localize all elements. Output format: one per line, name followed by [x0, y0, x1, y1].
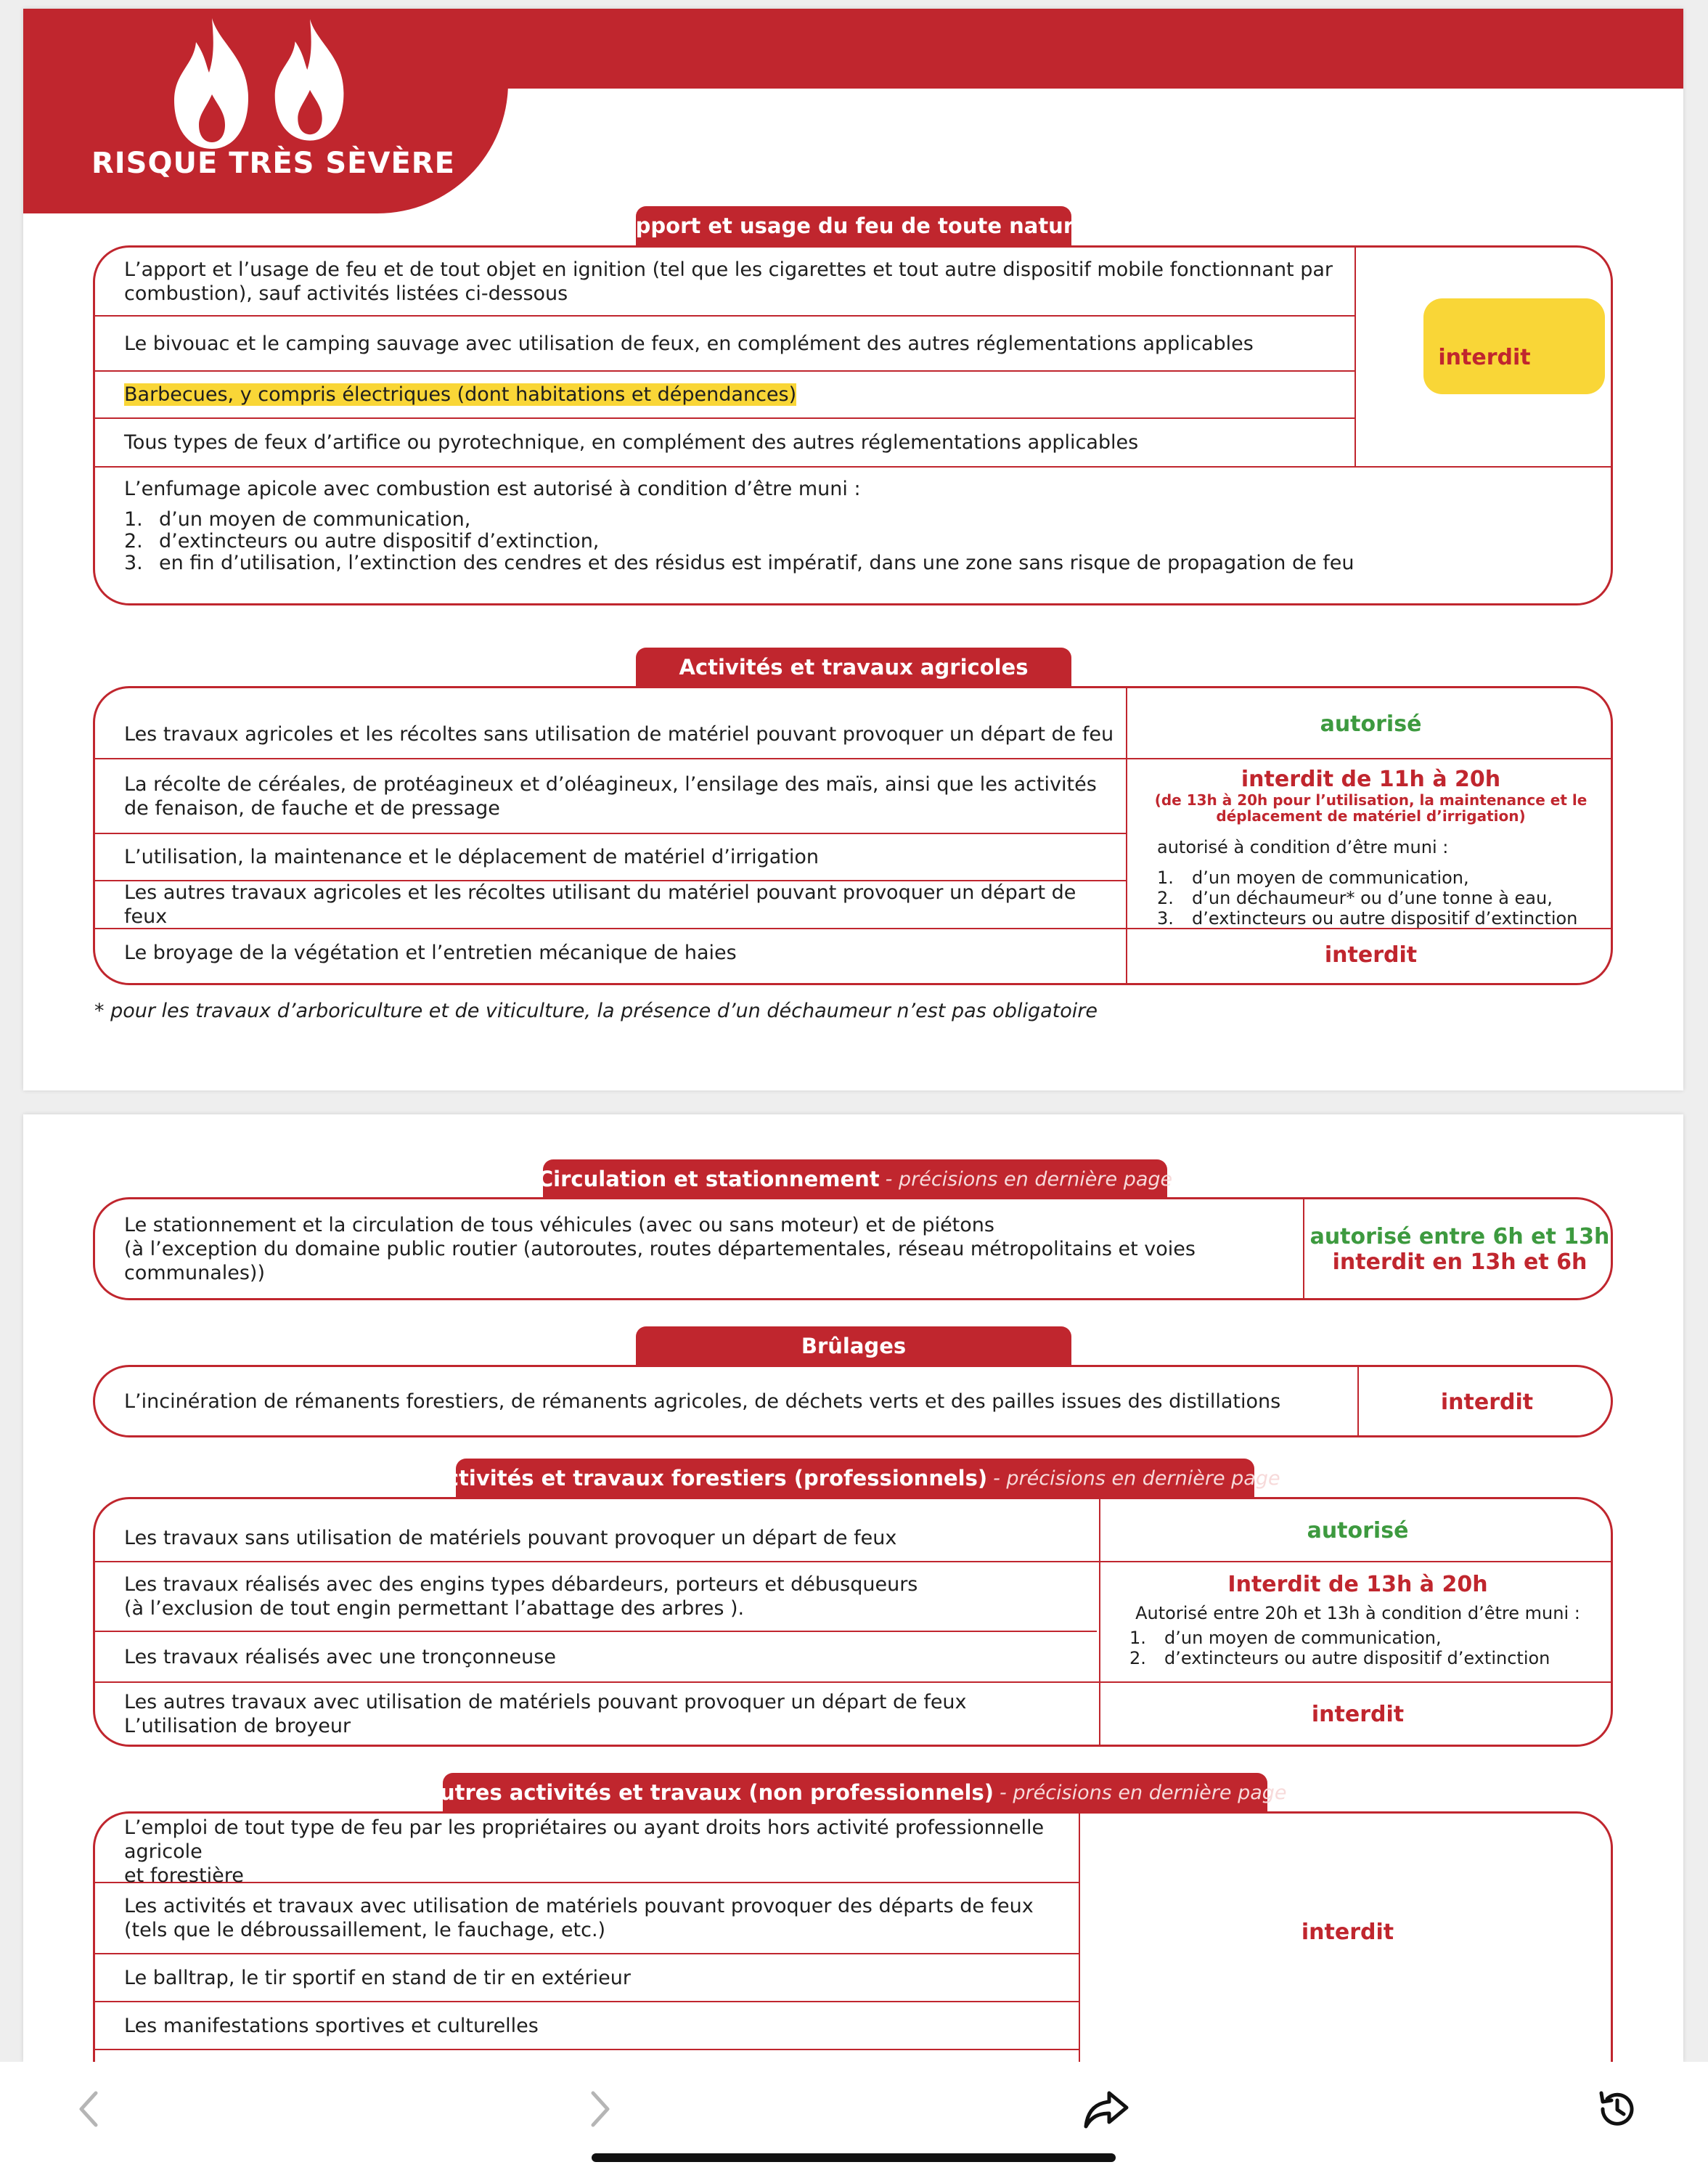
row-text: combustion), sauf activités listées ci-dessous: [124, 282, 568, 305]
list-item: 2. d’extincteurs ou autre dispositif d’extinction,: [124, 530, 600, 552]
status-autorise: autorisé: [1320, 711, 1422, 737]
document-page-1: [23, 9, 1683, 1090]
table-row: [95, 317, 1354, 372]
agricole-table: [93, 686, 1613, 985]
table-row: [95, 248, 1354, 317]
row-text: Les travaux réalisés avec une tronçonneuse: [124, 1645, 556, 1668]
flame-icon: [161, 15, 263, 152]
row-text: Les autres travaux agricoles et les récoltes utilisant du matériel pouvant provoquer un départ de feux: [124, 881, 1076, 928]
list-item: 2. d’un déchaumeur* ou d’une tonne à eau,: [1157, 888, 1553, 908]
row-text: La récolte de céréales, de protéagineux et d’oléagineux, l’ensilage des maïs, ainsi que les activités: [124, 772, 1097, 796]
home-indicator[interactable]: [592, 2153, 1116, 2162]
row-text: Les travaux sans utilisation de matériels pouvant provoquer un départ de feux: [124, 1527, 897, 1549]
status-interdit-11h-20h: interdit de 11h à 20h: [1241, 766, 1501, 792]
conditions-intro: autorisé à condition d’être muni :: [1157, 837, 1449, 857]
highlighted-row-text: Barbecues, y compris électriques (dont habitations et dépendances): [124, 383, 797, 406]
section-title-text: Autres activités et travaux (non professionnels): [423, 1780, 994, 1805]
enfumage-block: [124, 478, 1576, 574]
share-icon: [1083, 2087, 1129, 2131]
brulages-table: [93, 1365, 1613, 1437]
row-text: Le broyage de la végétation et l’entretien mécanique de haies: [124, 941, 737, 964]
autres-table: [93, 1811, 1613, 2102]
feu-table: [93, 245, 1613, 605]
status-interdit: interdit: [1440, 1389, 1534, 1415]
column-divider: [1126, 688, 1127, 983]
row-text: Les autres travaux avec utilisation de matériels pouvant provoquer un départ de feux: [124, 1690, 967, 1713]
forward-button[interactable]: [571, 2080, 629, 2138]
status-interdit-13h-20h: Interdit de 13h à 20h: [1227, 1572, 1488, 1597]
agricole-conditions: [1157, 837, 1607, 929]
section-title-text: Brûlages: [801, 1334, 907, 1358]
row-text: (à l’exclusion de tout engin permettant l’abattage des arbres ).: [124, 1597, 745, 1620]
forestier-conditions: [1100, 1572, 1613, 1668]
row-text: Tous types de feux d’artifice ou pyrotechnique, en complément des autres réglementations applicables: [124, 431, 1139, 454]
table-row: [95, 759, 1126, 834]
row-text: Les travaux agricoles et les récoltes sans utilisation de matériel pouvant provoquer un départ de feu: [124, 722, 1114, 746]
section-title-text: Activités et travaux forestiers (professionnels): [430, 1466, 988, 1490]
status-interdit: interdit en 13h et 6h: [1332, 1249, 1588, 1275]
circulation-table: [93, 1197, 1613, 1300]
row-text: (à l’exception du domaine public routier (autoroutes, routes départementales, réseau métropolitains et voies communales)): [124, 1237, 1196, 1284]
status-interdit: interdit: [1438, 345, 1531, 370]
row-text: de fenaison, de fauche et de pressage: [124, 796, 500, 820]
status-interdit: interdit: [1311, 1701, 1405, 1727]
chevron-left-icon: [74, 2089, 103, 2129]
row-text: (tels que le débroussaillement, le fauchage, etc.): [124, 1919, 606, 1941]
row-text: Les manifestations sportives et culturelles: [124, 2014, 539, 2037]
status-interdit: interdit: [1324, 942, 1418, 968]
table-row: [95, 372, 1354, 419]
row-text: Le stationnement et la circulation de tous véhicules (avec ou sans moteur) et de piétons: [124, 1213, 994, 1236]
table-row: [95, 2002, 1079, 2050]
chevron-right-icon: [586, 2089, 615, 2129]
forestier-table: [93, 1497, 1613, 1747]
section-title-feu: [619, 206, 1088, 245]
section-title-autres: [423, 1773, 1287, 1812]
section-precision: - précisions en dernière page: [993, 1467, 1280, 1490]
footnote: * pour les travaux d’arboriculture et de viticulture, la présence d’un déchaumeur n’est pas obligatoire: [94, 1000, 1098, 1022]
table-row: [95, 1814, 1079, 1887]
section-precision: - précisions en dernière page: [885, 1167, 1173, 1191]
list-item: 1. d’un moyen de communication,: [1157, 868, 1469, 888]
section-precision: - précisions en dernière page: [1000, 1781, 1287, 1804]
section-title-forestier: [430, 1459, 1280, 1498]
share-button[interactable]: [1077, 2080, 1135, 2138]
status-interdit: interdit: [1301, 1919, 1394, 1945]
history-button[interactable]: [1588, 2080, 1646, 2138]
table-row: [95, 1562, 1097, 1632]
table-row: [95, 929, 1613, 985]
section-title-circulation: [537, 1159, 1173, 1199]
document-page-2: [23, 1114, 1683, 2062]
section-title-text: Circulation et stationnement: [537, 1167, 880, 1191]
section-title-text: Apport et usage du feu de toute nature: [619, 213, 1088, 238]
conditions-intro: Autorisé entre 20h et 13h à condition d’être muni :: [1135, 1603, 1580, 1623]
list-item: 2. d’extincteurs ou autre dispositif d’extinction: [1129, 1648, 1550, 1668]
list-item: 1. d’un moyen de communication,: [124, 508, 471, 531]
row-text: Les travaux réalisés avec des engins types débardeurs, porteurs et débusqueurs: [124, 1573, 918, 1596]
row-text: Le balltrap, le tir sportif en stand de tir en extérieur: [124, 1966, 631, 1989]
row-text: L’emploi de tout type de feu par les propriétaires ou ayant droits hors activité professionnelle agricole: [124, 1816, 1045, 1863]
page-title: RISQUE TRÈS SÈVÈRE: [91, 147, 455, 180]
section-title-text: Activités et travaux agricoles: [679, 655, 1029, 680]
table-row: [95, 1883, 1079, 1954]
list-item: 3. d’extincteurs ou autre dispositif d’extinction: [1157, 908, 1578, 929]
section-title-brulages: [636, 1326, 1071, 1366]
row-text: Les activités et travaux avec utilisation de matériels pouvant provoquer des départs de feux: [124, 1895, 1034, 1917]
status-autorise: autorisé entre 6h et 13h: [1309, 1224, 1610, 1249]
row-text: Le bivouac et le camping sauvage avec utilisation de feux, en complément des autres réglementations applicables: [124, 332, 1254, 355]
history-icon: [1594, 2086, 1640, 2132]
status-note: (de 13h à 20h pour l’utilisation, la maintenance et le: [1154, 791, 1588, 809]
section-title-agricole: [636, 648, 1071, 687]
row-text: et forestière: [124, 1864, 244, 1887]
table-row: [95, 688, 1613, 759]
status-note: déplacement de matériel d’irrigation): [1216, 807, 1526, 825]
back-button[interactable]: [60, 2080, 118, 2138]
table-row: [95, 834, 1126, 881]
row-text: L’apport et l’usage de feu et de tout objet en ignition (tel que les cigarettes et tout autre dispositif mobile fonctionnant par: [124, 258, 1333, 281]
status-autorise: autorisé: [1307, 1518, 1409, 1543]
list-item: 3. en fin d’utilisation, l’extinction des cendres et des résidus est impératif, dans une zone sans risque de propagation de feu: [124, 552, 1354, 574]
list-item: 1. d’un moyen de communication,: [1129, 1628, 1442, 1648]
row-text: L’utilisation, la maintenance et le déplacement de matériel d’irrigation: [124, 846, 820, 868]
table-row: [95, 1499, 1613, 1562]
enfumage-intro: L’enfumage apicole avec combustion est autorisé à condition d’être muni :: [124, 478, 861, 500]
row-text: L’incinération de rémanents forestiers, de rémanents agricoles, de déchets verts et des pailles issues des distillations: [124, 1390, 1281, 1413]
row-text: L’utilisation de broyeur: [124, 1714, 351, 1737]
flame-icon: [263, 15, 357, 145]
table-row: [95, 1954, 1079, 2002]
table-row: [95, 1683, 1613, 1747]
